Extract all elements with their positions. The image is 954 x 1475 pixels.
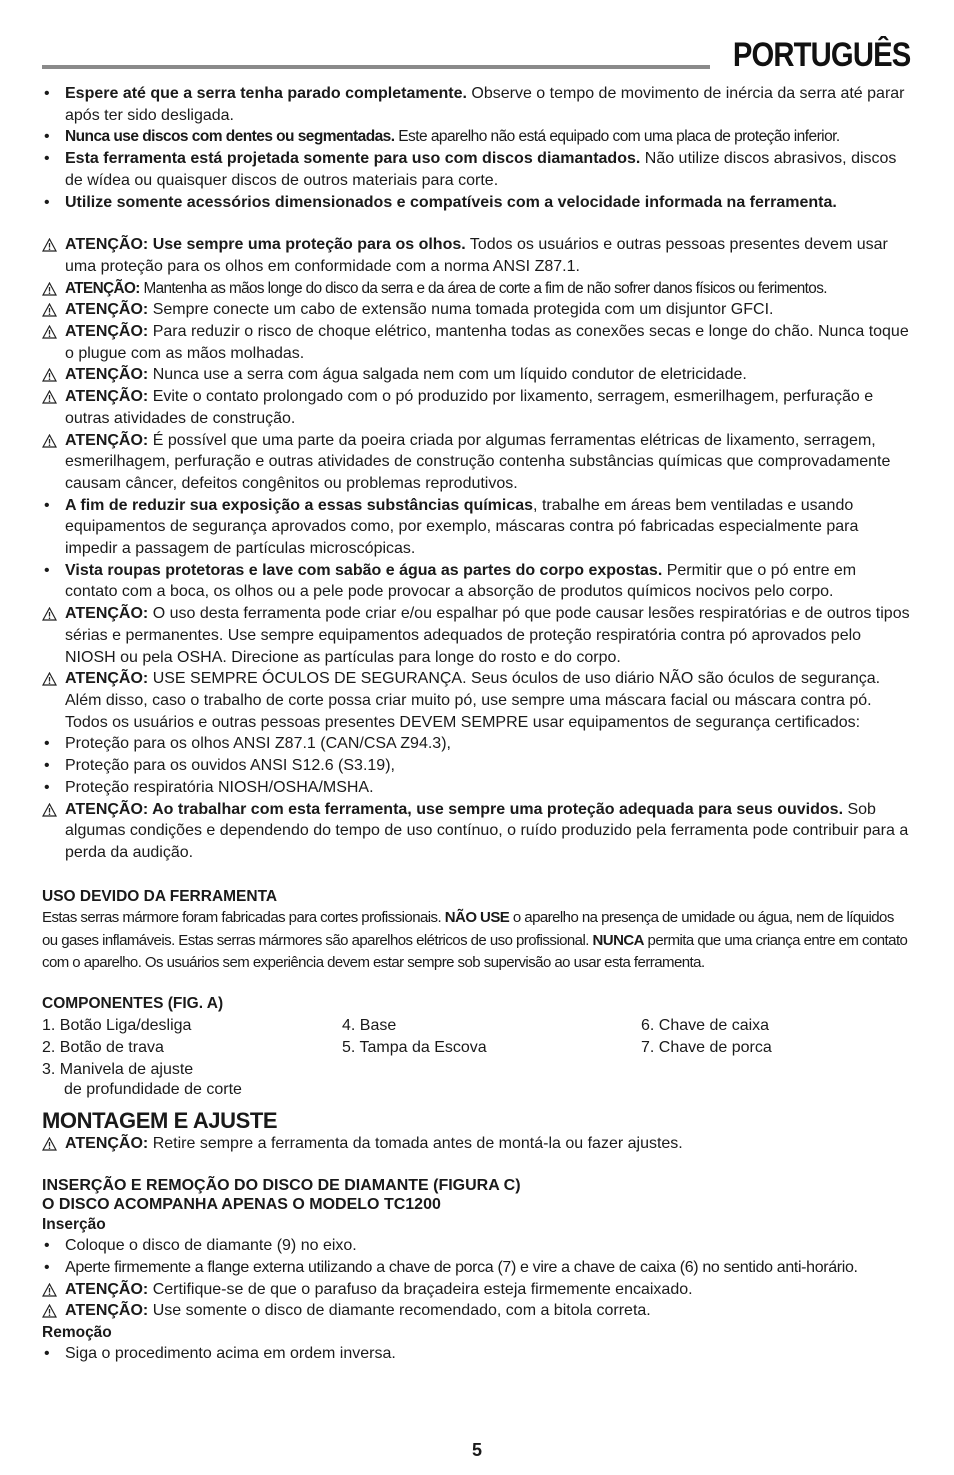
component-item-cont: de profundidade de corte [64, 1080, 242, 1098]
list-item [42, 560, 912, 603]
bullet-icon: • [44, 496, 50, 514]
warning-text: O uso desta ferramenta pode criar e/ou espalhar pó que pode causar lesões respiratórias e de outros tipos sérias e permanentes. Use sempre equipamentos adequados de proteção respiratória contra pó aprovados pelo NIOSH ou pela OSHA. Direcione as partículas para longe do rosto e do corpo. [65, 605, 910, 666]
bullet-icon: • [44, 561, 50, 579]
warning-bold: ATENÇÃO: Use sempre uma proteção para os olhos. [65, 236, 466, 254]
bullet-icon: • [44, 1345, 50, 1363]
bullet-icon: • [44, 193, 50, 211]
warning-bold: ATENÇÃO: [65, 323, 149, 341]
warning-item [42, 799, 912, 864]
warning-item [42, 430, 912, 495]
component-col-3 [641, 1015, 912, 1099]
warning-bold: ATENÇÃO: [65, 279, 140, 297]
item-text: Siga o procedimento acima em ordem inversa. [65, 1345, 396, 1363]
item-bold: A fim de reduzir sua exposição a essas substâncias químicas [65, 496, 534, 514]
item-bold: Vista roupas protetoras e lave com sabão e água as partes do corpo expostas. [65, 561, 663, 579]
item-bold: Espere até que a serra tenha parado completamente. [65, 85, 467, 102]
warning-text: Use somente o disco de diamante recomendado, com a bitola correta. [148, 1302, 651, 1320]
component-col-1 [42, 1015, 342, 1099]
warning-text: Nunca use a serra com água salgada nem com um líquido condutor de eletricidade. [148, 366, 747, 384]
component-item: 6. Chave de caixa [641, 1016, 770, 1034]
page-title: PORTUGUÊS [732, 36, 910, 74]
section-title-componentes: COMPONENTES (FIG. A) [42, 994, 224, 1012]
list-item [42, 83, 912, 126]
content [42, 83, 912, 1365]
warning-item [42, 278, 912, 300]
list-item [42, 755, 912, 777]
warning-text: Evite o contato prolongado com o pó produzido por lixamento, serragem, esmerilhagem, perfuração e outras atividades de construção. [65, 388, 874, 427]
warning-item [42, 668, 912, 733]
warning-text: Retire sempre a ferramenta da tomada antes de montá-la ou fazer ajustes. [148, 1134, 683, 1152]
list-item [42, 1257, 912, 1279]
component-col-2 [342, 1015, 641, 1099]
header-rule [42, 65, 710, 69]
item-bold: Utilize somente acessórios dimensionados e compatíveis com a velocidade informada na ferramenta. [65, 193, 837, 211]
component-item: 4. Base [342, 1016, 397, 1034]
list-item [42, 192, 912, 214]
warning-text: Sempre conecte um cabo de extensão numa tomada protegida com um disjuntor GFCI. [148, 301, 774, 319]
warning-text: Mantenha as mãos longe do disco da serra e da área de corte a fim de não sofrer danos físicos ou ferimentos. [139, 279, 827, 297]
list-item [42, 1343, 912, 1365]
page-number: 5 [471, 1440, 482, 1460]
list-item [42, 495, 912, 560]
warning-item [42, 299, 912, 321]
section-subtitle-modelo: O DISCO ACOMPANHA APENAS O MODELO TC1200 [42, 1196, 441, 1214]
component-item: 5. Tampa da Escova [342, 1038, 487, 1056]
warning-bold: ATENÇÃO: [65, 670, 149, 688]
para-text: permita que uma criança entre em contato com o aparelho. Os usuários sem experiência devem estar sempre sob supervisão ao usar esta ferramenta. [42, 931, 908, 972]
warning-bold: ATENÇÃO: [65, 388, 149, 406]
warning-item [42, 1300, 912, 1322]
section-title-montagem: MONTAGEM E AJUSTE [42, 1107, 278, 1133]
list-item [42, 1235, 912, 1257]
warning-bold: ATENÇÃO: [65, 605, 149, 623]
page-header [42, 36, 910, 76]
warning-text: USE SEMPRE ÓCULOS DE SEGURANÇA. Seus óculos de uso diário NÃO são óculos de segurança. Além disso, caso o trabalho de corte possa criar muito pó, use sempre uma máscara facial ou máscara contra pó. Todos os usuários e outras pessoas presentes DEVEM SEMPRE usar equipamentos de segurança certificados: [65, 670, 881, 731]
warning-text: Sob algumas condições e dependendo do tempo de uso contínuo, o ruído produzido pela ferramenta pode contribuir para a perda da audição. [65, 800, 909, 861]
section-title-uso-devido: USO DEVIDO DA FERRAMENTA [42, 887, 278, 905]
warning-text: Todos os usuários e outras pessoas presentes devem usar uma proteção para os olhos em conformidade com a norma ANSI Z87.1. [65, 236, 888, 275]
item-text: Proteção para os olhos ANSI Z87.1 (CAN/CSA Z94.3), [65, 735, 451, 753]
item-text: Proteção respiratória NIOSH/OSHA/MSHA. [65, 778, 374, 796]
list-item [42, 148, 912, 191]
item-text: Este aparelho não está equipado com uma placa de proteção inferior. [394, 128, 840, 146]
warning-bold: ATENÇÃO: [65, 366, 149, 384]
warning-item [42, 321, 912, 364]
warning-bold: ATENÇÃO: [65, 1302, 149, 1320]
item-text: Observe o tempo de movimento de inércia da serra até parar após ter sido desligada. [65, 85, 905, 124]
warning-text: Para reduzir o risco de choque elétrico, mantenha todas as conexões secas e longe do chão. Nunca toque o plugue com as mãos molhadas. [65, 323, 909, 362]
bullet-icon: • [44, 735, 50, 753]
para-text: o aparelho na presença de umidade ou água, nem de líquidos ou gases inflamáveis. Estas serras mármores são aparelhos elétricos de uso profissional. [42, 909, 894, 949]
warning-item [42, 364, 912, 386]
component-item: 7. Chave de porca [641, 1038, 772, 1056]
warning-item [42, 234, 912, 277]
bullet-icon: • [44, 128, 50, 146]
subheading-remocao: Remoção [42, 1324, 112, 1342]
component-item: 2. Botão de trava [42, 1038, 164, 1056]
list-item [42, 733, 912, 755]
warning-bold: ATENÇÃO: [65, 1280, 149, 1298]
bullet-icon: • [44, 150, 50, 168]
warning-text: Certifique-se de que o parafuso da braçadeira esteja firmemente encaixado. [148, 1280, 693, 1298]
component-item: 3. Manivela de ajuste [42, 1060, 194, 1078]
warning-bold: ATENÇÃO: [65, 1134, 149, 1152]
list-item [42, 126, 912, 148]
bullet-icon: • [44, 757, 50, 775]
uso-devido-paragraph [42, 907, 912, 975]
section-title-insercao: INSERÇÃO E REMOÇÃO DO DISCO DE DIAMANTE (FIGURA C) [42, 1177, 521, 1195]
bullet-icon: • [44, 1258, 50, 1276]
spacer [42, 213, 912, 234]
item-text: Proteção para os ouvidos ANSI S12.6 (S3.19), [65, 757, 395, 775]
bullet-icon: • [44, 778, 50, 796]
item-text: Não utilize discos abrasivos, discos de wídea ou quaisquer discos de outros materiais para corte. [65, 150, 897, 189]
warning-bold: ATENÇÃO: Ao trabalhar com esta ferramenta, use sempre uma proteção adequada para seus ouvidos. [65, 800, 844, 818]
para-bold: NÃO USE [444, 909, 510, 927]
item-text: Coloque o disco de diamante (9) no eixo. [65, 1237, 357, 1255]
components-grid [42, 1015, 912, 1099]
warning-text: É possível que uma parte da poeira criada por algumas ferramentas elétricas de lixamento, serragem, esmerilhagem, perfuração e outras atividades de construção contenha substâncias químicas que comprovadamente causam câncer, defeitos congênitos ou problemas reprodutivos. [65, 431, 891, 492]
warning-item [42, 386, 912, 429]
warning-item [42, 1279, 912, 1301]
warning-bold: ATENÇÃO: [65, 301, 149, 319]
warning-bold: ATENÇÃO: [65, 431, 149, 449]
item-text: Aperte firmemente a flange externa utilizando a chave de porca (7) e vire a chave de caixa (6) no sentido anti-horário. [65, 1258, 858, 1276]
bullet-icon: • [44, 1237, 50, 1255]
list-item [42, 777, 912, 799]
item-text: , trabalhe em áreas bem ventiladas e usando equipamentos de segurança aprovados como, por exemplo, máscaras contra pó fabricadas especialmente para impedir a passagem de partículas microscópicas. [65, 496, 859, 558]
warning-item [42, 603, 912, 668]
item-bold: Nunca use discos com dentes ou segmentadas. [65, 128, 395, 146]
component-item: 1. Botão Liga/desliga [42, 1016, 192, 1034]
bullet-icon: • [44, 85, 50, 102]
para-text: Estas serras mármore foram fabricadas para cortes profissionais. [42, 909, 445, 927]
item-text: Permitir que o pó entre em contato com a boca, os olhos ou a pele pode provocar a absorção de produtos químicos nocivos pelo corpo. [65, 561, 857, 601]
subheading-insercao: Inserção [42, 1216, 106, 1234]
para-bold: NUNCA [592, 931, 644, 949]
item-bold: Esta ferramenta está projetada somente para uso com discos diamantados. [65, 150, 641, 168]
warning-item [42, 1133, 912, 1155]
